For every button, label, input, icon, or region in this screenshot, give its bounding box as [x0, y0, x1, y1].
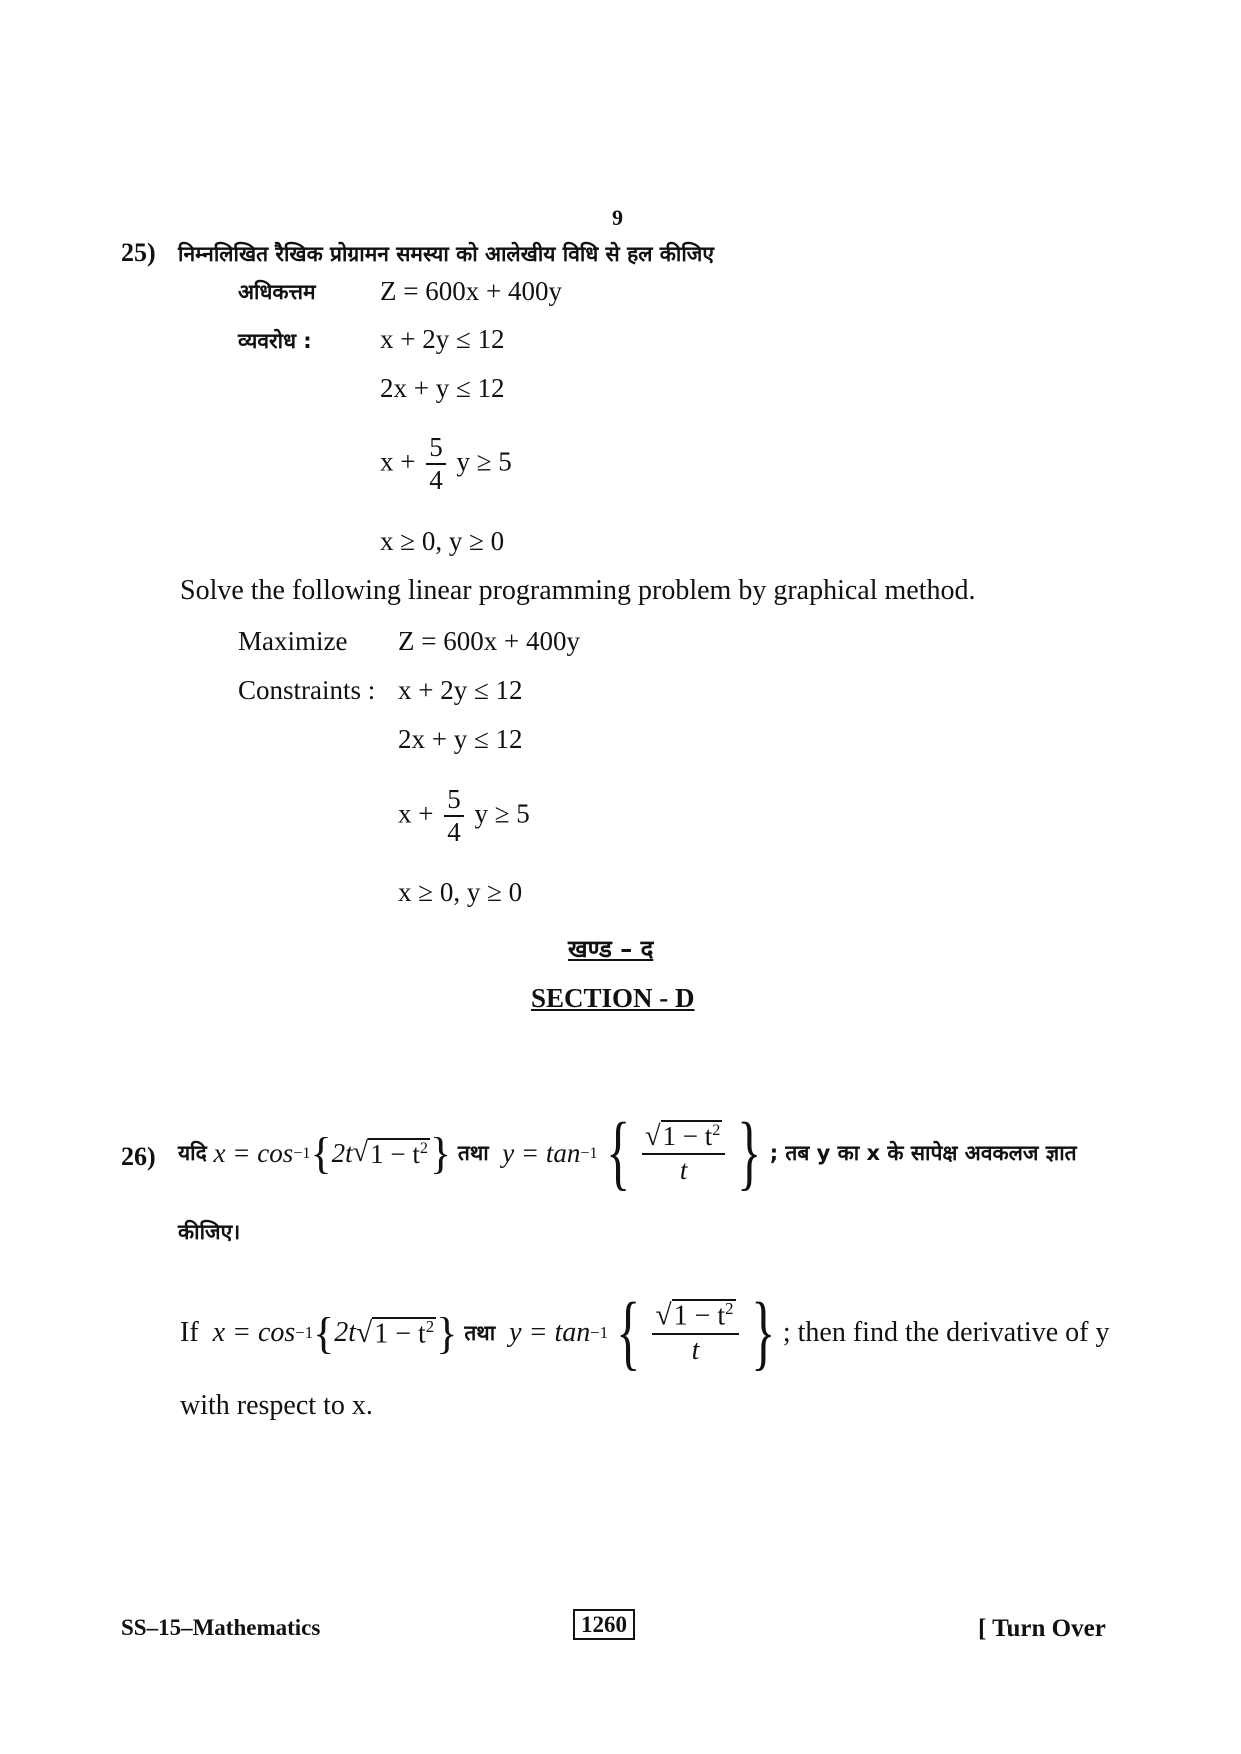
q25-hindi-prompt: निम्नलिखित रैखिक प्रोग्रामन समस्या को आलेखीय विधि से हल कीजिए: [178, 242, 714, 266]
q25-c3-hi: x + $\frac{5}{4}$ y ≥ 5: [380, 432, 512, 496]
section-heading-english: SECTION - D: [531, 983, 695, 1013]
footer-page-code: 1260: [573, 1612, 635, 1638]
q25-c2-en: 2x + y ≤ 12: [398, 724, 523, 754]
q26-number: 26): [121, 1142, 156, 1171]
q25-c4-en: x ≥ 0, y ≥ 0: [398, 877, 523, 907]
section-heading-hindi: खण्ड – द: [568, 935, 654, 963]
q26-hindi-tail2: कीजिए।: [178, 1220, 241, 1244]
q25-number: 25): [121, 238, 156, 267]
q25-c3-en: x + $\frac{5}{4}$ y ≥ 5: [398, 784, 530, 848]
q25-objective-en: Z = 600x + 400y: [398, 626, 580, 656]
q25-c4-hi: x ≥ 0, y ≥ 0: [380, 526, 505, 556]
q25-hindi-constraints-label: व्यवरोध :: [238, 329, 312, 353]
footer-subject-code: SS–15–Mathematics: [121, 1615, 321, 1640]
page-number: 9: [612, 205, 623, 230]
q25-c2-hi: 2x + y ≤ 12: [380, 373, 505, 403]
q25-c1-en: x + 2y ≤ 12: [398, 675, 523, 705]
q25-hindi-max-label: अधिकत्तम: [238, 280, 316, 304]
q26-english-tail2: with respect to x.: [180, 1390, 373, 1421]
q26-english-line: If x = cos −1 { 2t √ $1 - t^2$ } तथा y = tan −1 { $\frac{√1 - t^2}{t}$ } ; then find the derivative of y: [180, 1286, 1110, 1379]
footer-turn-over: [ Turn Over: [978, 1615, 1106, 1642]
q25-objective-hi: Z = 600x + 400y: [380, 276, 562, 306]
q25-english-prompt: Solve the following linear programming problem by graphical method.: [180, 575, 976, 606]
q25-english-constraints-label: Constraints :: [238, 675, 376, 705]
q26-hindi-line: यदि x = cos −1 { 2t √ $1 - t^2$ } तथा y = tan −1 { $\frac{√1 - t^2}{t}$ } ; तब y का x के सापेक्ष अवकलज ज्ञात: [178, 1106, 1077, 1199]
q25-english-max-label: Maximize: [238, 626, 348, 656]
q25-c1-hi: x + 2y ≤ 12: [380, 324, 505, 354]
